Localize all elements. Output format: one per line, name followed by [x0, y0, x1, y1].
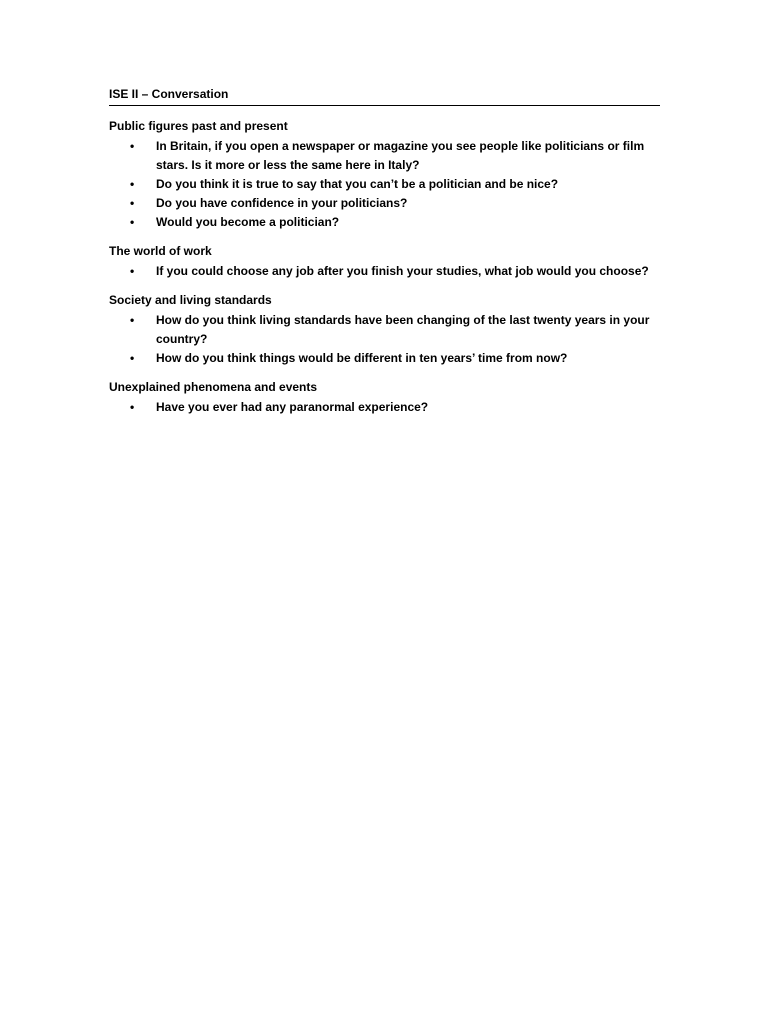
- question-text: Do you think it is true to say that you can’t be a politician and be nice?: [156, 177, 559, 191]
- document-header: ISE II – Conversation: [109, 87, 229, 101]
- bullet-icon: •: [130, 351, 135, 365]
- bullet-icon: •: [130, 313, 135, 327]
- list-item: [109, 194, 669, 213]
- section-title: Unexplained phenomena and events: [109, 380, 318, 394]
- question-text: If you could choose any job after you finish your studies, what job would you choose?: [156, 264, 649, 278]
- question-text: Do you have confidence in your politicians?: [156, 196, 408, 210]
- question-text: In Britain, if you open a newspaper or magazine you see people like politicians or film stars. Is it more or less the same here in Italy?: [156, 139, 645, 172]
- section-title: The world of work: [109, 244, 212, 258]
- section-unexplained-phenomena: [109, 379, 669, 417]
- bullet-icon: •: [130, 400, 135, 414]
- question-list: [109, 398, 669, 417]
- header-divider: [109, 105, 660, 106]
- section-title: Public figures past and present: [109, 119, 288, 133]
- list-item: [109, 213, 669, 232]
- question-list: [109, 137, 669, 232]
- list-item: [109, 398, 669, 417]
- question-text: How do you think things would be different in ten years’ time from now?: [156, 351, 568, 365]
- bullet-icon: •: [130, 215, 135, 229]
- list-item: [109, 137, 669, 175]
- section-public-figures: [109, 118, 669, 232]
- document-body: [109, 118, 669, 428]
- list-item: [109, 175, 669, 194]
- question-text: Would you become a politician?: [156, 215, 340, 229]
- list-item: [109, 311, 669, 349]
- bullet-icon: •: [130, 177, 135, 191]
- list-item: [109, 262, 669, 281]
- bullet-icon: •: [130, 139, 135, 153]
- question-text: Have you ever had any paranormal experience?: [156, 400, 429, 414]
- question-list: [109, 311, 669, 368]
- section-world-of-work: [109, 243, 669, 281]
- bullet-icon: •: [130, 264, 135, 278]
- list-item: [109, 349, 669, 368]
- section-society-living-standards: [109, 292, 669, 368]
- question-list: [109, 262, 669, 281]
- bullet-icon: •: [130, 196, 135, 210]
- section-title: Society and living standards: [109, 293, 272, 307]
- question-text: How do you think living standards have been changing of the last twenty years in your country?: [156, 313, 650, 346]
